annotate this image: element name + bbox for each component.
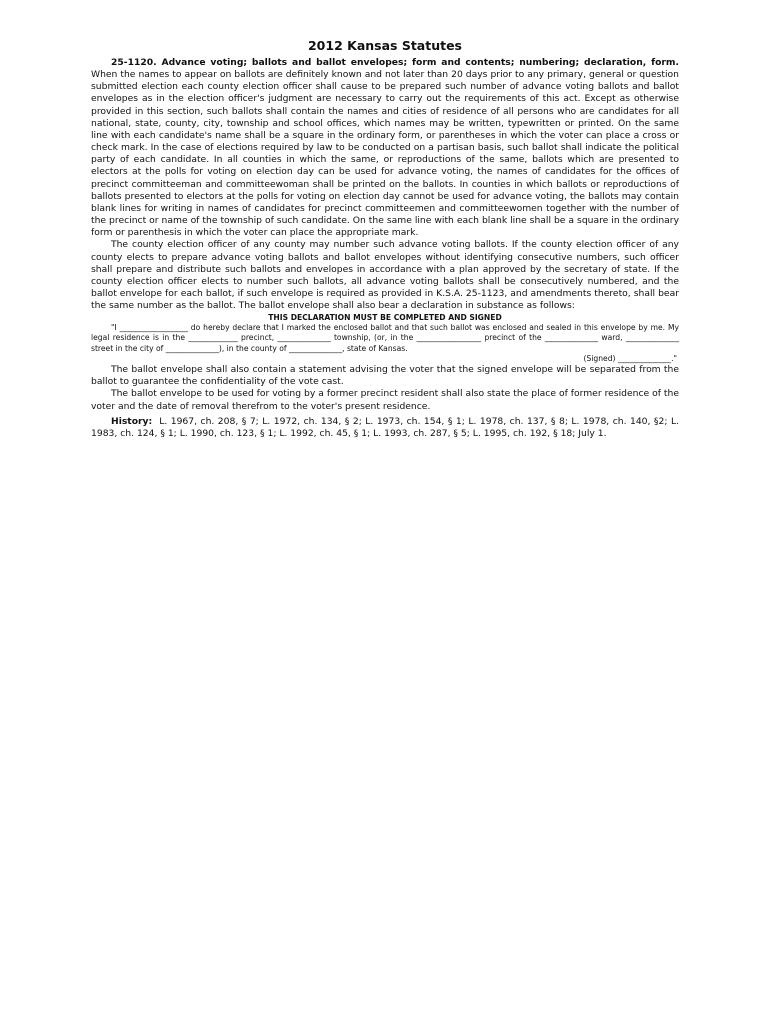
- statute-paragraph-1: [91, 57, 679, 239]
- declaration-title: THIS DECLARATION MUST BE COMPLETED AND SIGNED: [268, 313, 502, 323]
- statute-paragraph-3: The ballot envelope shall also contain a statement advising the voter that the signed envelope will be separated from the ballot to guarantee the confidentiality of the vote cast.: [91, 364, 679, 388]
- statute-page: [91, 38, 679, 441]
- history-label: History:: [111, 415, 153, 427]
- history-section: [91, 416, 679, 441]
- statute-paragraph-4: The ballot envelope to be used for voting by a former precinct resident shall also state the place of former residence of the voter and the date of removal therefrom to the voter's present residence.: [91, 388, 679, 412]
- statute-paragraph-2: The county election officer of any county may number such advance voting ballots. If the county election officer of any county elects to prepare advance voting ballots and ballot envelopes without identifying consecutive numbers, such officer shall prepare and distribute such ballots and envelopes in accordance with a plan approved by the secretary of state. If the county election officer elects to number such ballots, all advance voting ballots shall be consecutively numbered, and the ballot envelope for each ballot, if such envelope is required as provided in K.S.A. 25-1123, and amendments thereto, shall bear the same number as the ballot. The ballot envelope shall also bear a declaration in substance as follows:: [91, 239, 679, 312]
- document-title: 2012 Kansas Statutes: [307, 38, 462, 53]
- paragraph-1-text: When the names to appear on ballots are definitely known and not later than 20 days prior to any primary, general or question submitted election each county election officer shall cause to be prepared such number of advance voting ballots and ballot envelopes as in the election officer's judgment are necessary to carry out the requirements of this act. Except as otherwise provided in this section, such ballots shall contain the names and cities of residence of all persons who are candidates for all national, state, county, city, township and school offices, which names may be written, typewritten or printed. On the same line with each candidate's name shall be a square in the ordinary form, or parentheses in which the voter can place a cross or check mark. In the case of elections required by law to be conducted on a partisan basis, such ballot shall indicate the political party of each candidate. In all counties in which the same, or reproductions of the same, ballots which are presented to electors at the polls for voting on election day can be used for advance voting, the names of candidates for the offices of precinct committeeman and committeewoman shall be printed on the ballots. In counties in which ballots or reproductions of ballots presented to electors at the polls for voting on election day cannot be used for advance voting, the ballots may contain blank lines for writing in names of candidates for precinct committeemen and committeewomen together with the number of the precinct or name of the township of such candidate. On the same line with each blank line shall be a square in the ordinary form or parenthesis in which the voter can place the appropriate mark.: [91, 69, 679, 239]
- section-heading: 25-1120. Advance voting; ballots and ballot envelopes; form and contents; numbering; declaration, form.: [111, 57, 679, 68]
- declaration-text: "I __________________ do hereby declare that I marked the enclosed ballot and that such ballot was enclosed and sealed in this envelope by me. My legal residence is in the _____________ precinct, ______________ township, (or, in the _________________ precinct of the ______________ ward, ______________ street in the city of ______________), in the county of ______________, state of Kansas.: [91, 323, 679, 353]
- declaration-signature-line: (Signed) ______________.": [583, 353, 677, 363]
- history-text: L. 1967, ch. 208, § 7; L. 1972, ch. 134, § 2; L. 1973, ch. 154, § 1; L. 1978, ch. 137, § 8; L. 1978, ch. 140, §2; L. 1983, ch. 124, § 1; L. 1990, ch. 123, § 1; L. 1992, ch. 45, § 1; L. 1993, ch. 287, § 5; L. 1995, ch. 192, § 18; July 1.: [91, 415, 679, 440]
